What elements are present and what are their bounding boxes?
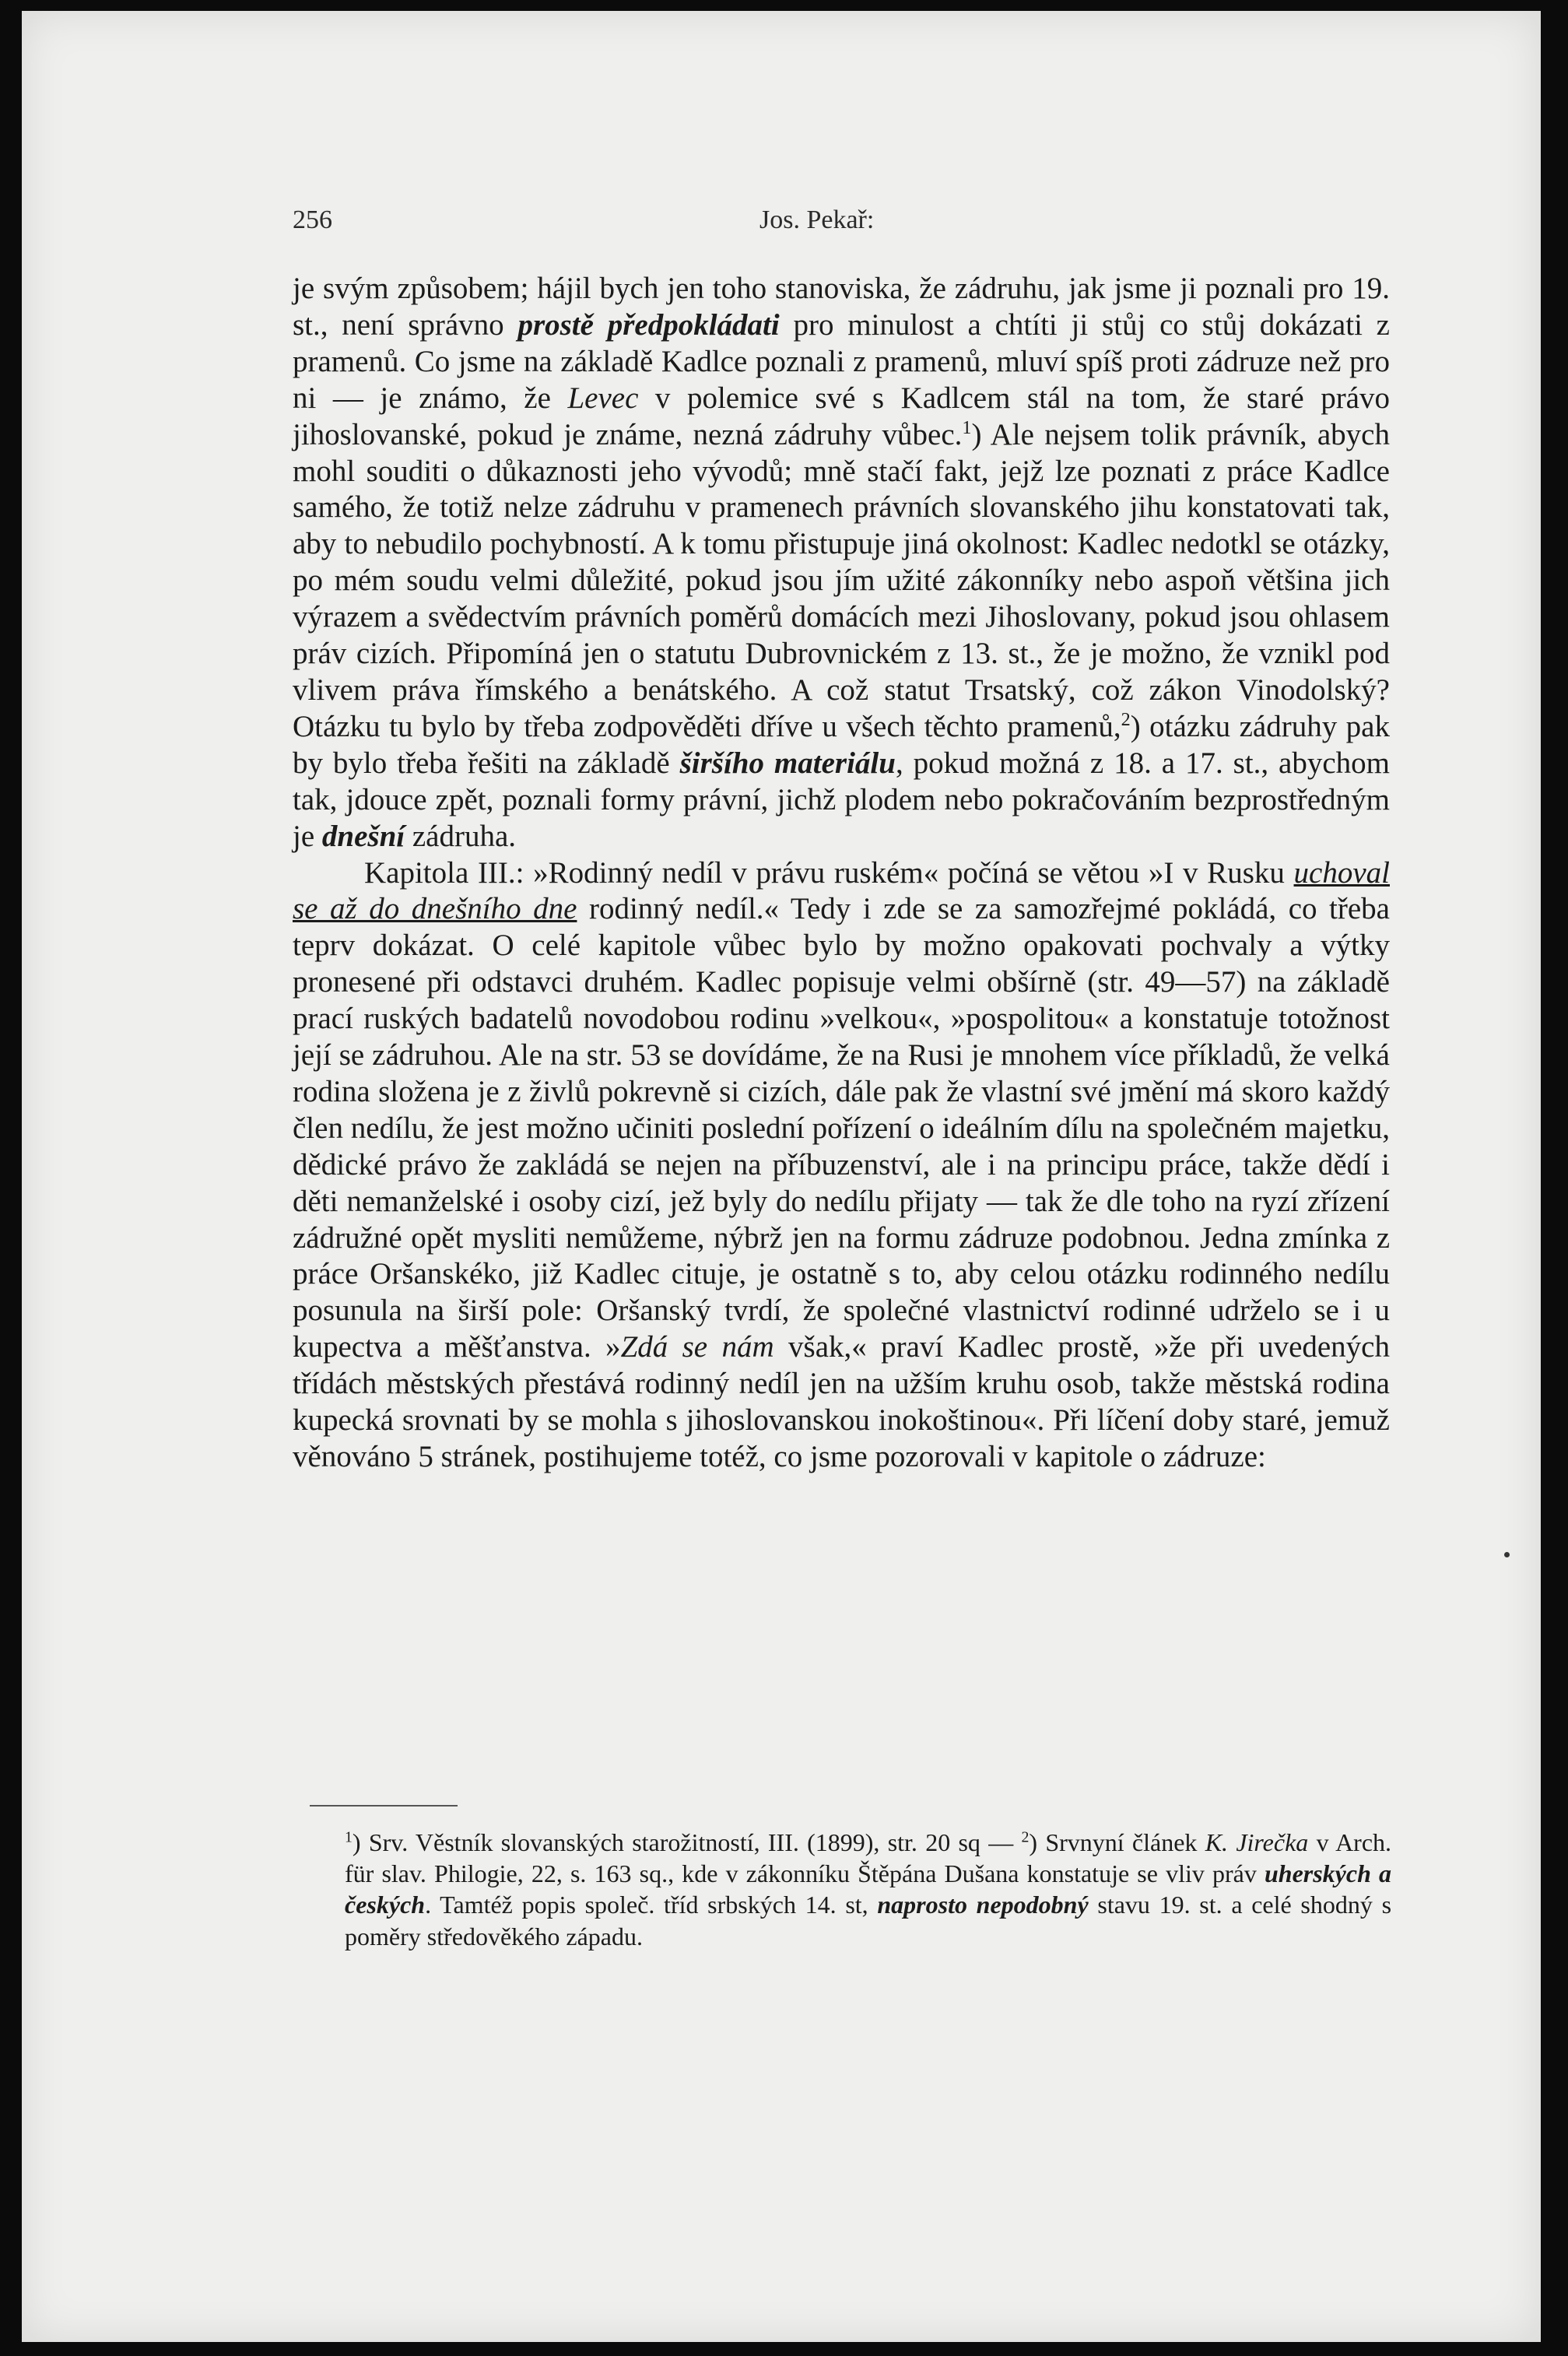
text-run: ) otázku zádruhy pak by bylo třeba řešiti na základě: [293, 709, 1390, 780]
page-header: [293, 199, 1390, 246]
emphasis: naprosto nepodobný: [877, 1891, 1089, 1919]
text-run: zádruha.: [405, 819, 517, 853]
text-run: stavu 19. st. a celé shodný s poměry středověkého západu.: [345, 1891, 1392, 1950]
emphasis: uchoval se až do dnešního dne: [293, 855, 1390, 926]
text-run: rodinný nedíl.« Tedy i zde se za samozřejmé pokládá, co třeba teprv dokázat. O celé kapitole vůbec bylo by možno opakovati pochvaly a výtky pronesené při odstavci druhém. Kadlec popisuje velmi obšírně (str. 49—57) na základě prací ruských badatelů novodobou rodinu »velkou«, »pospolitou« a konstatuje totožnost její se zádruhou. Ale na str. 53 se dovídáme, že na Rusi je mnohem více příkladů, že velká rodina složena je z živlů pokrevně si cizích, dále pak že vlastní své jmění má skoro každý člen nedílu, že jest možno učiniti poslední pořízení o ideálním dílu na společném majetku, dědické právo že zakládá se nejen na příbuzenství, ale i na principu práce, takže dědí i děti nemanželské i osoby cizí, jež byly do nedílu přijaty — tak že dle toho na ryzí zřízení zádružné opět mysliti nemůžeme, nýbrž jen na formu zádruze podobnou. Jedna zmínka z práce Oršanskéko, již Kadlec cituje, je ostatně s to, aby celou otázku rodinného nedílu posunula na širší pole: Oršanský tvrdí, že společné vlastnictví rodinné udrželo se i u kupectva a měšťanstva. »: [293, 892, 1390, 1364]
paragraph: [293, 855, 1390, 1476]
footnote-marker: 2: [1021, 1828, 1030, 1846]
text-run: . Tamtéž popis společ. tříd srbských 14. st,: [425, 1891, 878, 1919]
emphasis: dnešní: [321, 819, 405, 853]
footnote-ref: 2: [1121, 708, 1131, 730]
text-run: v polemice své s Kadlcem stál na tom, že staré právo jihoslovanské, pokud je známe, nezná zádruhy vůbec.: [293, 381, 1390, 451]
running-title: Jos. Pekař:: [759, 205, 875, 234]
emphasis: uherských a českých: [345, 1859, 1392, 1919]
text-run: Kapitola III.: »Rodinný nedíl v právu ruském« počíná se větou »I v Rusku: [364, 855, 1294, 890]
text-run: pro minulost a chtíti ji stůj co stůj dokázati z pramenů. Co jsme na základě Kadlce poznali z pramenů, mluví spíš proti zádruze než pro ni — je známo, že: [293, 307, 1390, 415]
text-run: ) Ale nejsem tolik právník, abych mohl souditi o důkaznosti jeho vývodů; mně stačí fakt, jejž lze poznati z práce Kadlce samého, že totiž nelze zádruhu v pramenech právních slovanského jihu konstatovati tak, aby to nebudilo pochybností. A k tomu přistupuje jiná okolnost: Kadlec nedotkl se otázky, po mém soudu velmi důležité, pokud jsou jím užité zákonníky nebo aspoň většina jich výrazem a svědectvím právních poměrů domácích mezi Jihoslovany, pokud jsou ohlasem práv cizích. Připomíná jen o statutu Dubrovnickém z 13. st., že je možno, že vznikl pod vlivem práva římského a benátského. A což statut Trsatský, což zákon Vinodolský? Otázku tu bylo by třeba zodpověděti dříve u všech těchto pramenů,: [293, 417, 1390, 743]
emphasis: K. Jirečka: [1205, 1828, 1309, 1856]
text-run: , pokud možná z 18. a 17. st., abychom tak, jdouce zpět, poznali formy právní, jichž plodem nebo pokračováním bezprostředným je: [293, 746, 1390, 853]
margin-speck: [1504, 1552, 1510, 1557]
text-run: ) Srv. Věstník slovanských starožitností, III. (1899), str. 20 sq —: [352, 1828, 1022, 1856]
text-run: však,« praví Kadlec prostě, »že při uvedených třídách městských přestává rodinný nedíl jen na užším kruhu osob, takže městská rodina kupecká srovnati by se mohla s jihoslovanskou inokoštinou«. Při líčení doby staré, jemuž věnováno 5 stránek, postihujeme totéž, co jsme pozorovali v kapitole o zádruze:: [293, 1330, 1390, 1473]
main-text: [293, 271, 1390, 1476]
footnotes: [345, 1827, 1391, 1952]
text-run: ) Srvnyní článek: [1029, 1828, 1205, 1856]
emphasis: prostě předpokládati: [517, 307, 780, 342]
footnote-ref: 1: [962, 416, 972, 438]
emphasis: Levec: [567, 381, 639, 415]
emphasis: Zdá se nám: [620, 1330, 774, 1364]
footnote: [345, 1827, 1391, 1952]
emphasis: širšího materiálu: [679, 746, 896, 780]
book-page: [22, 11, 1541, 2342]
paragraph: [293, 271, 1390, 855]
footnote-separator: [310, 1805, 458, 1807]
text-run: je svým způsobem; hájil bych jen toho stanoviska, že zádruhu, jak jsme ji poznali pro 19. st., není správno: [293, 272, 1390, 342]
text-run: v Arch. für slav. Philogie, 22, s. 163 sq., kde v zákonníku Štěpána Dušana konstatuje se vliv práv: [345, 1828, 1392, 1888]
page-number: 256: [293, 205, 332, 234]
footnote-marker: 1: [345, 1828, 353, 1846]
